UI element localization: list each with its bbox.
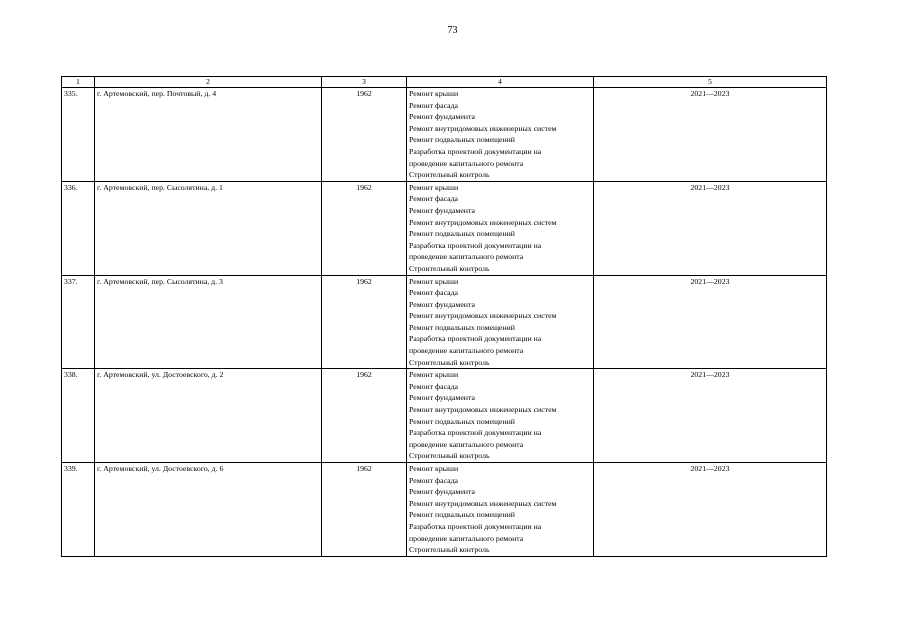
work-item: Разработка проектной документации на bbox=[409, 521, 542, 531]
header-col-4: 4 bbox=[407, 77, 594, 88]
work-item: Ремонт фасада bbox=[409, 381, 459, 391]
row-year: 1962 bbox=[322, 275, 407, 369]
row-year: 1962 bbox=[322, 463, 407, 557]
work-item: Ремонт внутридомовых инженерных систем bbox=[409, 405, 557, 415]
work-item: Ремонт крыши bbox=[409, 276, 459, 286]
capital-repair-table bbox=[61, 76, 827, 557]
work-item: проведение капитального ремонта bbox=[409, 158, 524, 168]
table-header bbox=[62, 77, 827, 88]
row-number: 335. bbox=[62, 88, 95, 182]
table-row bbox=[62, 463, 827, 557]
row-number: 336. bbox=[62, 181, 95, 275]
work-item: Ремонт фундамента bbox=[409, 487, 475, 497]
work-item: Строительный контроль bbox=[409, 263, 490, 273]
work-item: Ремонт фундамента bbox=[409, 112, 475, 122]
work-item: Ремонт подвальных помещений bbox=[409, 229, 515, 239]
row-works-list bbox=[407, 369, 594, 463]
row-address: г. Артемовский, ул. Достоевского, д. 2 bbox=[95, 369, 322, 463]
row-period: 2021—2023 bbox=[594, 181, 827, 275]
work-item: Разработка проектной документации на bbox=[409, 428, 542, 438]
header-row bbox=[62, 77, 827, 88]
work-item: Ремонт внутридомовых инженерных систем bbox=[409, 311, 557, 321]
work-item: проведение капитального ремонта bbox=[409, 252, 524, 262]
work-item: Строительный контроль bbox=[409, 545, 490, 555]
row-period: 2021—2023 bbox=[594, 275, 827, 369]
row-period: 2021—2023 bbox=[594, 88, 827, 182]
table-row bbox=[62, 181, 827, 275]
work-item: Ремонт фундамента bbox=[409, 393, 475, 403]
work-item: Строительный контроль bbox=[409, 451, 490, 461]
row-works-list bbox=[407, 463, 594, 557]
work-item: Ремонт подвальных помещений bbox=[409, 135, 515, 145]
row-address: г. Артемовский, пер. Сысолятина, д. 3 bbox=[95, 275, 322, 369]
header-col-5: 5 bbox=[594, 77, 827, 88]
row-works-list bbox=[407, 88, 594, 182]
work-item: Ремонт внутридомовых инженерных систем bbox=[409, 123, 557, 133]
work-item: Ремонт подвальных помещений bbox=[409, 322, 515, 332]
page-number: 73 bbox=[447, 25, 458, 36]
work-item: Разработка проектной документации на bbox=[409, 146, 542, 156]
work-item: Ремонт фундамента bbox=[409, 205, 475, 215]
work-item: Ремонт крыши bbox=[409, 182, 459, 192]
work-item: Ремонт крыши bbox=[409, 370, 459, 380]
work-item: Строительный контроль bbox=[409, 357, 490, 367]
row-year: 1962 bbox=[322, 369, 407, 463]
table-row bbox=[62, 369, 827, 463]
row-year: 1962 bbox=[322, 88, 407, 182]
work-item: Ремонт крыши bbox=[409, 89, 459, 98]
table-row bbox=[62, 88, 827, 182]
table-row bbox=[62, 275, 827, 369]
row-address: г. Артемовский, пер. Сысолятина, д. 1 bbox=[95, 181, 322, 275]
work-item: Ремонт фасада bbox=[409, 194, 459, 204]
work-item: проведение капитального ремонта bbox=[409, 346, 524, 356]
work-item: Ремонт фасада bbox=[409, 288, 459, 298]
work-item: Разработка проектной документации на bbox=[409, 334, 542, 344]
work-item: Ремонт внутридомовых инженерных систем bbox=[409, 498, 557, 508]
work-item: Ремонт подвальных помещений bbox=[409, 416, 515, 426]
row-address: г. Артемовский, пер. Почтовый, д. 4 bbox=[95, 88, 322, 182]
row-period: 2021—2023 bbox=[594, 369, 827, 463]
row-number: 337. bbox=[62, 275, 95, 369]
work-item: Ремонт крыши bbox=[409, 464, 459, 473]
row-period: 2021—2023 bbox=[594, 463, 827, 557]
row-works-list bbox=[407, 275, 594, 369]
work-item: Ремонт подвальных помещений bbox=[409, 510, 515, 520]
header-col-1: 1 bbox=[62, 77, 95, 88]
work-item: Разработка проектной документации на bbox=[409, 240, 542, 250]
work-item: Ремонт фундамента bbox=[409, 299, 475, 309]
row-address: г. Артемовский, ул. Достоевского, д. 6 bbox=[95, 463, 322, 557]
row-number: 338. bbox=[62, 369, 95, 463]
work-item: проведение капитального ремонта bbox=[409, 533, 524, 543]
work-item: Строительный контроль bbox=[409, 170, 490, 180]
work-item: Ремонт фасада bbox=[409, 100, 459, 110]
row-year: 1962 bbox=[322, 181, 407, 275]
work-item: Ремонт внутридомовых инженерных систем bbox=[409, 217, 557, 227]
table-body bbox=[62, 88, 827, 557]
work-item: проведение капитального ремонта bbox=[409, 439, 524, 449]
row-number: 339. bbox=[62, 463, 95, 557]
header-col-3: 3 bbox=[322, 77, 407, 88]
row-works-list bbox=[407, 181, 594, 275]
header-col-2: 2 bbox=[95, 77, 322, 88]
work-item: Ремонт фасада bbox=[409, 475, 459, 485]
